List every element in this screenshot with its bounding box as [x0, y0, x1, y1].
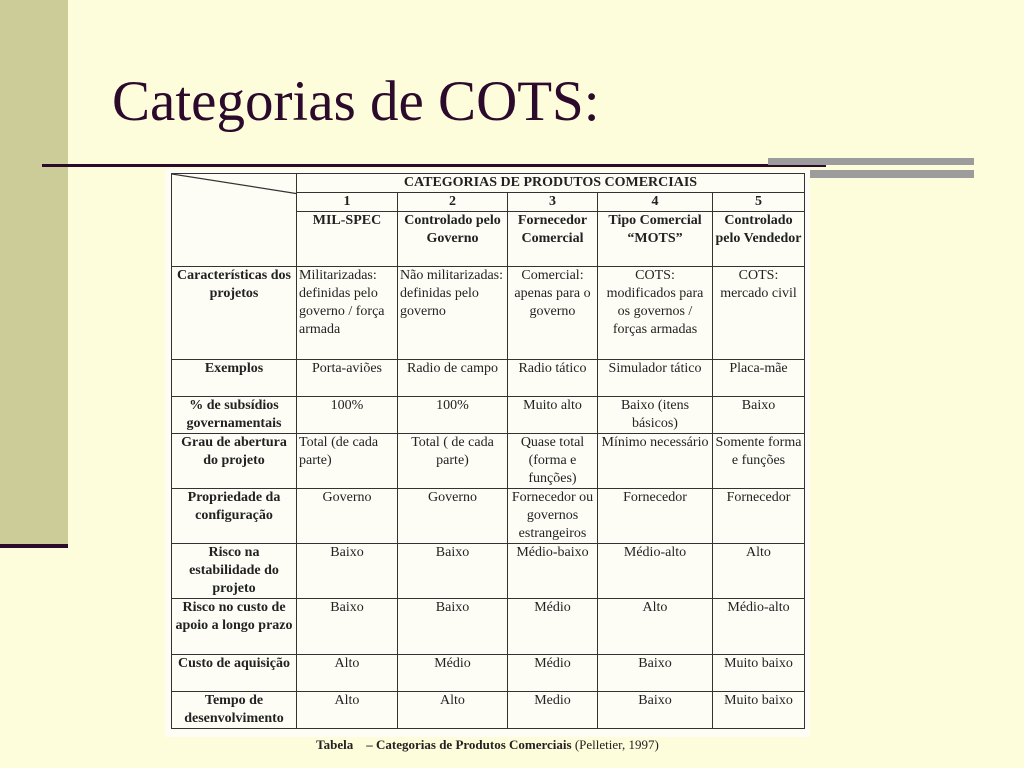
- table-cell: Alto: [713, 544, 805, 599]
- table-row: [172, 599, 805, 654]
- table-cell: Militarizadas: definidas pelo governo / força armada: [297, 267, 398, 359]
- row-label: % de subsídios governamentais: [172, 396, 297, 433]
- table-cell: Não militarizadas: definidas pelo governo: [398, 267, 508, 359]
- slide-title: Categorias de COTS:: [112, 70, 600, 133]
- table-cell: Porta-aviões: [297, 359, 398, 396]
- table-cell: Baixo (itens básicos): [598, 396, 713, 433]
- table-cell: Muito baixo: [713, 654, 805, 691]
- caption-title: – Categorias de Produtos Comerciais: [366, 737, 572, 752]
- row-label: Tempo de desenvolvimento: [172, 691, 297, 728]
- row-label: Propriedade da configuração: [172, 489, 297, 544]
- table-cell: Total (de cada parte): [297, 433, 398, 488]
- table-caption: [165, 736, 810, 754]
- table-cell: Comercial: apenas para o governo: [508, 267, 598, 359]
- table-cell: Fornecedor: [713, 489, 805, 544]
- column-name: MIL-SPEC: [297, 212, 398, 267]
- table-cell: Baixo: [598, 691, 713, 728]
- table-cell: Médio-alto: [598, 544, 713, 599]
- table-cell: Fornecedor: [598, 489, 713, 544]
- table-row: [172, 691, 805, 728]
- table-cell: Baixo: [598, 654, 713, 691]
- table-cell: 100%: [297, 396, 398, 433]
- title-divider: [42, 164, 826, 167]
- table-cell: Baixo: [398, 599, 508, 654]
- column-name: Fornecedor Comercial: [508, 212, 598, 267]
- table-cell: Medio: [508, 691, 598, 728]
- table-row: [172, 396, 805, 433]
- column-number: 4: [598, 193, 713, 212]
- table-cell: Quase total (forma e funções): [508, 433, 598, 488]
- table-cell: Total ( de cada parte): [398, 433, 508, 488]
- table-cell: Muito baixo: [713, 691, 805, 728]
- decorative-gray-bar-bottom: [808, 170, 974, 178]
- table-cell: Fornecedor ou governos estrangeiros: [508, 489, 598, 544]
- column-number: 5: [713, 193, 805, 212]
- table-row: [172, 359, 805, 396]
- table-cell: Alto: [598, 599, 713, 654]
- column-number: 3: [508, 193, 598, 212]
- table-cell: Somente forma e funções: [713, 433, 805, 488]
- table-cell: Baixo: [297, 544, 398, 599]
- table-cell: Mínimo necessário: [598, 433, 713, 488]
- table-cell: Baixo: [297, 599, 398, 654]
- cots-categories-table: [171, 173, 805, 729]
- table-cell: Alto: [297, 654, 398, 691]
- table-cell: Placa-mãe: [713, 359, 805, 396]
- row-label: Risco na estabilidade do projeto: [172, 544, 297, 599]
- row-label: Características dos projetos: [172, 267, 297, 359]
- row-label: Custo de aquisição: [172, 654, 297, 691]
- decorative-gray-bar-top: [768, 158, 974, 165]
- column-number: 1: [297, 193, 398, 212]
- row-label: Risco no custo de apoio a longo prazo: [172, 599, 297, 654]
- left-band-underline: [0, 544, 68, 548]
- table-row: [172, 433, 805, 488]
- table-cell: Médio-alto: [713, 599, 805, 654]
- row-label: Grau de abertura do projeto: [172, 433, 297, 488]
- table-row: [172, 654, 805, 691]
- table-cell: Baixo: [398, 544, 508, 599]
- table-cell: Médio-baixo: [508, 544, 598, 599]
- table-row: [172, 489, 805, 544]
- table-cell: Médio: [508, 599, 598, 654]
- caption-source: (Pelletier, 1997): [574, 737, 659, 752]
- table-cell: COTS: mercado civil: [713, 267, 805, 359]
- table-cell: COTS: modificados para os governos / forças armadas: [598, 267, 713, 359]
- table-cell: Governo: [297, 489, 398, 544]
- table-cell: Governo: [398, 489, 508, 544]
- table-cell: Muito alto: [508, 396, 598, 433]
- column-name: Tipo Comercial “MOTS”: [598, 212, 713, 267]
- table-cell: 100%: [398, 396, 508, 433]
- column-name: Controlado pelo Governo: [398, 212, 508, 267]
- table-row: [172, 267, 805, 359]
- column-number: 2: [398, 193, 508, 212]
- diagonal-line: [172, 174, 296, 266]
- table-cell: Alto: [297, 691, 398, 728]
- table-cell: Radio tático: [508, 359, 598, 396]
- table-row: [172, 544, 805, 599]
- left-decorative-band: [0, 0, 68, 546]
- table-cell: Médio: [508, 654, 598, 691]
- table-cell: Baixo: [713, 396, 805, 433]
- column-name: Controlado pelo Vendedor: [713, 212, 805, 267]
- table-header: CATEGORIAS DE PRODUTOS COMERCIAIS: [297, 174, 805, 193]
- table-cell: Simulador tático: [598, 359, 713, 396]
- row-label: Exemplos: [172, 359, 297, 396]
- table-cell: Alto: [398, 691, 508, 728]
- table-cell: Médio: [398, 654, 508, 691]
- table-cell: Radio de campo: [398, 359, 508, 396]
- caption-prefix: Tabela: [316, 737, 354, 752]
- corner-diagonal-cell: [172, 174, 297, 267]
